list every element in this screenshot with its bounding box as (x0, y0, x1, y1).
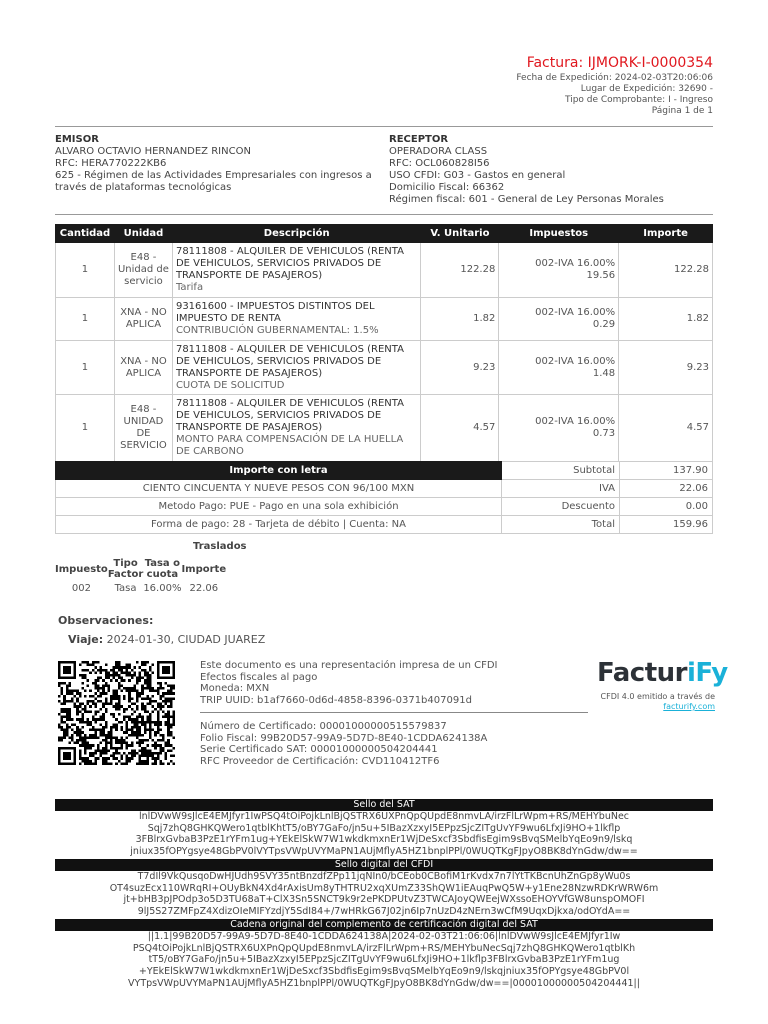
tax-amount: 1.48 (592, 367, 616, 379)
subtotal-value: 137.90 (620, 462, 713, 480)
seal-line: jniux35fOPYgsye48GbPV0lVYTpsVWpUVYMaPN1AUjMflyA5HZ1bnplPPl/0WUQTKgFJpyO8BK8dYnGdw/dw== (130, 846, 638, 858)
table-row (55, 580, 226, 596)
brand-wordmark (597, 658, 728, 688)
cell-impuestos (499, 298, 619, 341)
receptor-regime: Régimen fiscal: 601 - General de Ley Personas Morales (389, 194, 664, 205)
currency: Moneda: MXN (200, 683, 270, 695)
discount-label: Descuento (502, 498, 620, 516)
divider (200, 712, 588, 713)
cell-impuestos (499, 341, 619, 395)
issue-place: Lugar de Expedición: 32690 - (580, 84, 713, 94)
trip-info (68, 633, 265, 646)
cell-unidad: E48 - Unidad de servicio (114, 243, 172, 298)
table-row (56, 341, 713, 395)
invoice-title: Factura: IJMORK-I-0000354 (526, 55, 713, 71)
emisor-rfc: RFC: HERA770222KB6 (55, 158, 167, 169)
chain-line: VYTpsVWpUVYMaPN1AUjMflyA5HZ1bnplPPl/0WUQTKgFJpyO8BK8dYnGdw/dw==|00001000000504204441|| (128, 977, 640, 989)
table-row (56, 243, 713, 298)
emisor-label: EMISOR (55, 134, 99, 145)
cell-cantidad: 1 (56, 243, 115, 298)
total-label: Total (502, 516, 620, 534)
divider (55, 214, 713, 215)
tax-label: 002-IVA 16.00% (535, 416, 616, 427)
chain-line: ||1.1|99B20D57-99A9-5D7D-8E40-1CDDA624138A|2024-02-03T21:06:06|lnlDVwW9sJlcE4EMJfyr1Iw (147, 931, 621, 942)
original-chain-value (55, 931, 713, 990)
item-description: 78111808 - ALQUILER DE VEHICULOS (RENTA DE VEHICULOS, SERVICIOS PRIVADOS DE TRANSPORTE DE PASAJEROS) (175, 246, 404, 281)
facturify-link[interactable]: facturify.com (663, 702, 715, 711)
page-number: Página 1 de 1 (651, 106, 713, 116)
item-detail: CUOTA DE SOLICITUD (175, 379, 285, 391)
cell-unidad: XNA - NO APLICA (114, 298, 172, 341)
totals-table (55, 461, 713, 534)
logo-caption: CFDI 4.0 emitido a través de (600, 692, 715, 701)
item-detail: Tarifa (175, 282, 204, 293)
seal-line: T7dIl9VkQusqoDwHJUdh9SVY35ntBnzdfZPp11jqNIn0/bCEob0CBofiM1rKvdx7n7lYtTKBcnUhZnGp8yWu0s (137, 871, 631, 882)
emisor-regime: 625 - Régimen de las Actividades Empresariales con ingresos a (55, 170, 372, 181)
cell-unitario: 122.28 (421, 243, 499, 298)
cell-descripcion (172, 341, 421, 395)
facturify-logo (597, 658, 728, 712)
sat-certificate-serial: Serie Certificado SAT: 00001000000504204441 (200, 744, 438, 756)
tax-amount: 19.56 (586, 270, 616, 281)
total-value: 159.96 (620, 516, 713, 534)
amount-in-words: CIENTO CINCUENTA Y NUEVE PESOS CON 96/100 MXN (56, 480, 502, 498)
traslado-impuesto: 002 (71, 582, 91, 594)
seal-line: Sqj7zhQ8GHKQWero1qtblKhtT5/oBY7GaFo/jn5u+5IBazXzxyI5EPpzSjcZITgUvYF9wu6LfxJi9HO+1lkflp (147, 822, 621, 834)
payment-form: Forma de pago: 28 - Tarjeta de débito | Cuenta: NA (56, 516, 502, 534)
cell-descripcion (172, 395, 421, 462)
trip-uuid: TRIP UUID: b1af7660-0d6d-4858-8396-0371b407091d (200, 695, 472, 707)
chain-line: +YEkElSkW7W1wkdkmxnEr1WjDeSxcf3SbdfisEgim9sBvqSMelbYqEo9n9/lskqjniux35fOPYgsye48GbPV0l (138, 966, 630, 978)
certificate-number: Número de Certificado: 00001000000515579837 (200, 720, 447, 732)
column-header: Importe (181, 563, 227, 575)
totals-row (56, 516, 713, 534)
table-row (56, 298, 713, 341)
certificate-info (200, 660, 588, 768)
cell-cantidad: 1 (56, 341, 115, 395)
certification-provider-rfc: RFC Proveedor de Certificación: CVD110412TF6 (200, 755, 440, 767)
item-detail: CONTRIBUCIÓN GUBERNAMENTAL: 1.5% (175, 325, 379, 336)
column-header: Descripción (172, 225, 421, 243)
issue-date: Fecha de Expedición: 2024-02-03T20:06:06 (516, 73, 713, 83)
totals-row (56, 462, 713, 480)
cell-cantidad: 1 (56, 298, 115, 341)
payment-method: Metodo Pago: PUE - Pago en una sola exhibición (56, 498, 502, 516)
trip-value: 2024-01-30, CIUDAD JUAREZ (106, 633, 266, 646)
seal-line: 3FBlrxGvbaB3PzE1rYFm1ug+YEkElSkW7W1wkdkmxnEr1WjDeSxcf3SbdfisEgim9sBvqSMelbYqEo9n9/lskq (135, 834, 633, 846)
traslados-title: Traslados (193, 541, 247, 552)
items-table-header (56, 225, 713, 243)
cfdi-seal-value (55, 871, 713, 918)
seal-line: OT4suzEcx110WRqRI+OUyBkN4Xd4rAxisUm8yTHTRU2xqXUmZ33ShQW1iEAuqPwQ5W+y1Ene28NzwRDKrWRW6m (109, 882, 659, 894)
receptor-rfc: RFC: OCL060828I56 (389, 158, 490, 169)
emisor-block (55, 134, 375, 194)
invoice-header (516, 54, 713, 117)
original-chain-section (55, 919, 713, 990)
cell-unitario: 9.23 (421, 341, 499, 395)
cell-importe: 122.28 (619, 243, 713, 298)
seal-line: lnlDVwW9sJlcE4EMJfyr1IwPSQ4tOiPojkLnlBjQSTRX6UXPnQpQUpdE8nmvLA/irzFlLrWpm+RS/MEHYbuNec (138, 811, 630, 822)
table-row (56, 395, 713, 462)
cell-importe: 4.57 (619, 395, 713, 462)
brand-accent: iFy (686, 658, 728, 688)
observations-section (58, 614, 265, 646)
column-header: Tasa o cuota (144, 558, 181, 580)
fiscal-folio: Folio Fiscal: 99B20D57-99A9-5D7D-8E40-1CDDA624138A (200, 732, 488, 744)
sat-seal-section (55, 799, 713, 858)
emisor-name: ALVARO OCTAVIO HERNANDEZ RINCON (55, 146, 251, 157)
cell-impuestos (499, 395, 619, 462)
item-description: 78111808 - ALQUILER DE VEHICULOS (RENTA DE VEHICULOS, SERVICIOS PRIVADOS DE TRANSPORTE DE PASAJEROS) (175, 343, 404, 379)
observations-title: Observaciones: (58, 614, 154, 627)
iva-value: 22.06 (620, 480, 713, 498)
amount-in-words-header: Importe con letra (56, 462, 502, 480)
column-header: Cantidad (56, 225, 115, 243)
fiscal-effects-note: Efectos fiscales al pago (200, 671, 318, 683)
subtotal-label: Subtotal (502, 462, 620, 480)
item-detail: MONTO PARA COMPENSACIÓN DE LA HUELLA DE CARBONO (175, 434, 404, 457)
column-header: Impuesto (55, 563, 108, 575)
cfdi-representation-note: Este documento es una representación impresa de un CFDI (200, 660, 498, 671)
voucher-type: Tipo de Comprobante: I - Ingreso (564, 95, 713, 105)
receptor-block (389, 134, 709, 206)
traslado-tasa: 16.00% (143, 582, 182, 594)
totals-row (56, 480, 713, 498)
chain-line: tT5/oBY7GaFo/jn5u+5IBazXzxyI5EPpzSjcZITgUvYF9wu6LfxJi9HO+1lkflp3FBlrxGvbaB3PzE1rYFm1ug (148, 954, 620, 966)
cell-descripcion (172, 243, 421, 298)
cfdi-seal-header: Sello digital del CFDI (55, 859, 713, 871)
tax-label: 002-IVA 16.00% (535, 307, 616, 318)
cell-impuestos (499, 243, 619, 298)
emisor-regime-cont: través de plataformas tecnológicas (55, 182, 232, 193)
original-chain-header: Cadena original del complemento de certificación digital del SAT (55, 919, 713, 931)
column-header: V. Unitario (421, 225, 499, 243)
receptor-uso-cfdi: USO CFDI: G03 - Gastos en general (389, 170, 566, 181)
sat-seal-header: Sello del SAT (55, 799, 713, 811)
cell-unidad: E48 - UNIDAD DE SERVICIO (114, 395, 172, 462)
tax-amount: 0.73 (592, 428, 616, 439)
chain-line: PSQ4tOiPojkLnlBjQSTRX6UXPnQpQUpdE8nmvLA/irzFlLrWpm+RS/MEHYbuNecSqj7zhQ8GHKQWero1qtblKh (132, 942, 636, 954)
cell-unitario: 4.57 (421, 395, 499, 462)
seal-line: jt+bHB3pJPOdp3o5D3TU68aT+ClX3Sn5SNCT9k9r2ePKDPUtvZ3TWCAJoyQWEejWXssoEHOYVfGW8unspOMOFI (123, 894, 645, 906)
traslados-table (55, 558, 226, 596)
qr-code-image (58, 661, 175, 765)
brand-main: Factur (597, 658, 687, 688)
sat-seal-value (55, 811, 713, 858)
item-description: 93161600 - IMPUESTOS DISTINTOS DEL IMPUESTO DE RENTA (175, 301, 375, 324)
trip-label: Viaje: (68, 633, 104, 646)
tax-label: 002-IVA 16.00% (535, 355, 616, 367)
cfdi-seal-section (55, 859, 713, 918)
traslado-tipo-factor: Tasa (114, 582, 137, 594)
column-header: Tipo Factor (107, 558, 144, 580)
iva-label: IVA (502, 480, 620, 498)
item-description: 78111808 - ALQUILER DE VEHICULOS (RENTA DE VEHICULOS, SERVICIOS PRIVADOS DE TRANSPORTE DE PASAJEROS) (175, 398, 404, 433)
tax-label: 002-IVA 16.00% (535, 258, 616, 269)
discount-value: 0.00 (620, 498, 713, 516)
tax-amount: 0.29 (592, 319, 616, 330)
receptor-label: RECEPTOR (389, 134, 449, 145)
receptor-name: OPERADORA CLASS (389, 146, 488, 157)
totals-row (56, 498, 713, 516)
cell-descripcion (172, 298, 421, 341)
cell-unitario: 1.82 (421, 298, 499, 341)
cell-importe: 9.23 (619, 341, 713, 395)
cell-cantidad: 1 (56, 395, 115, 462)
column-header: Unidad (114, 225, 172, 243)
receptor-domicilio: Domicilio Fiscal: 66362 (389, 182, 505, 193)
items-table (55, 224, 713, 462)
column-header: Impuestos (499, 225, 619, 243)
traslado-importe: 22.06 (189, 582, 219, 594)
cell-unidad: XNA - NO APLICA (114, 341, 172, 395)
divider (55, 126, 713, 127)
column-header: Importe (619, 225, 713, 243)
seal-line: 9lJ5S27ZMFpZ4XdizOIeMIFYzdjY5SdI84+/7wHRkG67J02jn6Ip7nUzD4zNErn3wCfM9UqxDjkxa/odOYdA== (137, 906, 631, 918)
cell-importe: 1.82 (619, 298, 713, 341)
